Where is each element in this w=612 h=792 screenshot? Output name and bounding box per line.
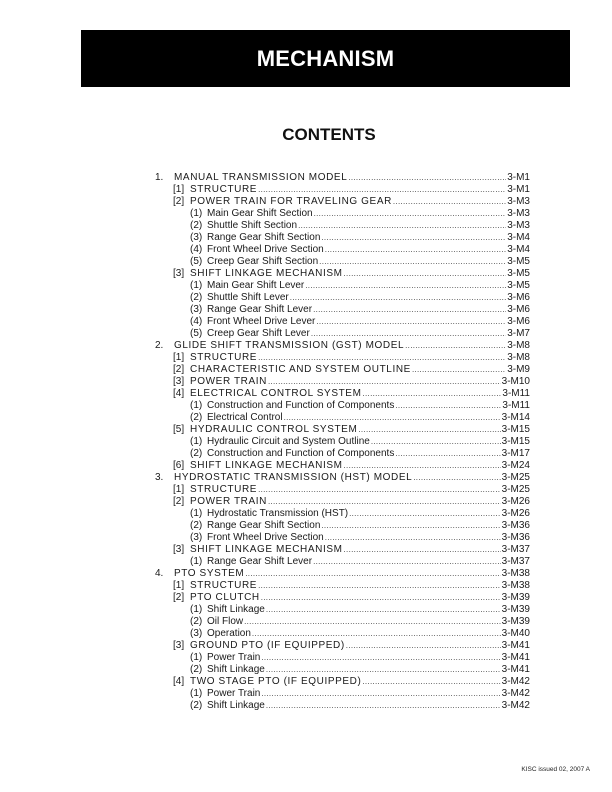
- toc-page-number[interactable]: 3-M7: [507, 328, 530, 339]
- toc-subsection-entry[interactable]: [155, 664, 530, 676]
- toc-subsection-entry[interactable]: [155, 448, 530, 460]
- dot-leader: [412, 364, 506, 376]
- toc-chapter-entry[interactable]: [155, 472, 530, 484]
- dot-leader: [266, 604, 501, 616]
- dot-leader: [261, 688, 500, 700]
- toc-entry-label[interactable]: CHARACTERISTIC AND SYSTEM OUTLINE: [190, 364, 411, 375]
- toc-entry-number: (1): [190, 688, 203, 699]
- toc-entry-number: [1]: [173, 352, 185, 363]
- dot-leader: [284, 412, 501, 424]
- toc-page-number[interactable]: 3-M26: [501, 508, 530, 519]
- section-banner: [81, 30, 570, 87]
- toc-entry-number: [4]: [173, 676, 185, 687]
- toc-entry-label[interactable]: Range Gear Shift Section: [207, 232, 321, 243]
- dot-leader: [371, 436, 501, 448]
- toc-entry-label[interactable]: STRUCTURE: [190, 184, 258, 195]
- dot-leader: [319, 256, 506, 268]
- toc-subsection-entry[interactable]: [155, 244, 530, 256]
- toc-entry-label[interactable]: POWER TRAIN: [190, 496, 267, 507]
- toc-entry-label[interactable]: Range Gear Shift Lever: [207, 556, 313, 567]
- toc-entry-number: (2): [190, 616, 203, 627]
- toc-page-number[interactable]: 3-M37: [501, 556, 530, 567]
- dot-leader: [305, 280, 506, 292]
- dot-leader: [405, 340, 506, 352]
- toc-page-number[interactable]: 3-M3: [507, 196, 530, 207]
- toc-entry-number: (4): [190, 316, 203, 327]
- toc-section-entry[interactable]: [155, 376, 530, 388]
- toc-entry-number: (3): [190, 304, 203, 315]
- toc-entry-label[interactable]: Range Gear Shift Section: [207, 520, 321, 531]
- toc-page-number[interactable]: 3-M6: [507, 292, 530, 303]
- toc-entry-number: [6]: [173, 460, 185, 471]
- toc-entry-number: 4.: [155, 568, 164, 579]
- toc-page-number[interactable]: 3-M42: [501, 688, 530, 699]
- toc-page-number[interactable]: 3-M3: [507, 208, 530, 219]
- toc-entry-label[interactable]: PTO SYSTEM: [174, 568, 245, 579]
- toc-entry-label[interactable]: Shuttle Shift Lever: [207, 292, 289, 303]
- toc-entry-label[interactable]: HYDRAULIC CONTROL SYSTEM: [190, 424, 358, 435]
- toc-entry-label[interactable]: Front Wheel Drive Section: [207, 532, 324, 543]
- toc-page-number[interactable]: 3-M6: [507, 316, 530, 327]
- toc-entry-label[interactable]: Creep Gear Shift Lever: [207, 328, 310, 339]
- toc-subsection-entry[interactable]: [155, 532, 530, 544]
- toc-entry-number: (1): [190, 436, 203, 447]
- dot-leader: [395, 448, 500, 460]
- toc-entry-label[interactable]: Main Gear Shift Section: [207, 208, 313, 219]
- toc-subsection-entry[interactable]: [155, 220, 530, 232]
- dot-leader: [316, 316, 506, 328]
- toc-page-number[interactable]: 3-M14: [501, 412, 530, 423]
- toc-entry-label[interactable]: Oil Flow: [207, 616, 244, 627]
- toc-subsection-entry[interactable]: [155, 328, 530, 340]
- toc-page-number[interactable]: 3-M10: [501, 376, 530, 387]
- dot-leader: [311, 328, 506, 340]
- toc-entry-label[interactable]: STRUCTURE: [190, 580, 258, 591]
- dot-leader: [258, 484, 501, 496]
- toc-subsection-entry[interactable]: [155, 256, 530, 268]
- toc-entry-label[interactable]: GROUND PTO (IF EQUIPPED): [190, 640, 345, 651]
- toc-page-number[interactable]: 3-M6: [507, 304, 530, 315]
- dot-leader: [362, 676, 500, 688]
- toc-page-number[interactable]: 3-M8: [507, 352, 530, 363]
- dot-leader: [348, 172, 506, 184]
- dot-leader: [244, 616, 501, 628]
- toc-page-number[interactable]: 3-M4: [507, 232, 530, 243]
- dot-leader: [344, 460, 501, 472]
- dot-leader: [344, 268, 507, 280]
- toc-entry-number: (2): [190, 220, 203, 231]
- toc-entry-label[interactable]: Operation: [207, 628, 251, 639]
- toc-subsection-entry[interactable]: [155, 652, 530, 664]
- issue-footer: KISC issued 02, 2007 A: [521, 766, 590, 773]
- toc-subsection-entry[interactable]: [155, 232, 530, 244]
- toc-section-entry[interactable]: [155, 196, 530, 208]
- toc-entry-number: [3]: [173, 376, 185, 387]
- toc-subsection-entry[interactable]: [155, 628, 530, 640]
- toc-entry-number: (2): [190, 448, 203, 459]
- toc-entry-number: [2]: [173, 592, 185, 603]
- toc-entry-number: (1): [190, 604, 203, 615]
- toc-entry-number: (1): [190, 280, 203, 291]
- toc-section-entry[interactable]: [155, 580, 530, 592]
- toc-page-number[interactable]: 3-M39: [501, 616, 530, 627]
- toc-entry-label[interactable]: STRUCTURE: [190, 352, 258, 363]
- toc-entry-number: (3): [190, 232, 203, 243]
- toc-entry-number: (2): [190, 700, 203, 711]
- dot-leader: [325, 244, 506, 256]
- toc-subsection-entry[interactable]: [155, 208, 530, 220]
- toc-entry-label[interactable]: Construction and Function of Components: [207, 400, 395, 411]
- toc-page-number[interactable]: 3-M36: [501, 532, 530, 543]
- toc-entry-number: [2]: [173, 496, 185, 507]
- toc-page-number[interactable]: 3-M5: [507, 280, 530, 291]
- dot-leader: [290, 292, 506, 304]
- dot-leader: [395, 400, 501, 412]
- toc-section-entry[interactable]: [155, 184, 530, 196]
- toc-entry-number: (1): [190, 652, 203, 663]
- toc-page-number[interactable]: 3-M11: [502, 388, 530, 399]
- toc-subsection-entry[interactable]: [155, 280, 530, 292]
- dot-leader: [268, 496, 501, 508]
- dot-leader: [321, 232, 506, 244]
- toc-entry-number: (1): [190, 208, 203, 219]
- dot-leader: [261, 652, 500, 664]
- toc-entry-number: (2): [190, 664, 203, 675]
- dot-leader: [268, 376, 501, 388]
- toc-page-number[interactable]: 3-M38: [501, 568, 530, 579]
- toc-page-number[interactable]: 3-M8: [507, 340, 530, 351]
- toc-entry-label[interactable]: Shift Linkage: [207, 700, 265, 711]
- toc-entry-number: [1]: [173, 484, 185, 495]
- toc-entry-label[interactable]: STRUCTURE: [190, 484, 258, 495]
- toc-page-number[interactable]: 3-M41: [501, 652, 530, 663]
- toc-entry-number: [1]: [173, 184, 185, 195]
- toc-section-entry[interactable]: [155, 496, 530, 508]
- toc-page-number[interactable]: 3-M25: [501, 472, 530, 483]
- toc-entry-label[interactable]: Hydrostatic Transmission (HST): [207, 508, 349, 519]
- toc-entry-number: (1): [190, 400, 203, 411]
- toc-page-number[interactable]: 3-M5: [507, 268, 530, 279]
- toc-page-number[interactable]: 3-M41: [501, 640, 530, 651]
- toc-entry-number: 2.: [155, 340, 164, 351]
- toc-page-number[interactable]: 3-M11: [502, 400, 530, 411]
- toc-entry-label[interactable]: Range Gear Shift Lever: [207, 304, 313, 315]
- toc-page-number[interactable]: 3-M25: [501, 484, 530, 495]
- dot-leader: [349, 508, 501, 520]
- dot-leader: [313, 556, 501, 568]
- toc-page-number[interactable]: 3-M15: [501, 424, 530, 435]
- toc-subsection-entry[interactable]: [155, 400, 530, 412]
- dot-leader: [245, 568, 500, 580]
- dot-leader: [346, 640, 501, 652]
- toc-entry-number: (2): [190, 412, 203, 423]
- toc-entry-number: (5): [190, 256, 203, 267]
- toc-entry-number: [2]: [173, 364, 185, 375]
- toc-section-entry[interactable]: [155, 676, 530, 688]
- toc-entry-label[interactable]: Hydraulic Circuit and System Outline: [207, 436, 370, 447]
- dot-leader: [413, 472, 500, 484]
- dot-leader: [325, 532, 501, 544]
- toc-entry-label[interactable]: Construction and Function of Components: [207, 448, 395, 459]
- toc-page-number[interactable]: 3-M42: [501, 700, 530, 711]
- toc-entry-number: [2]: [173, 196, 185, 207]
- toc-subsection-entry[interactable]: [155, 304, 530, 316]
- toc-entry-number: (2): [190, 520, 203, 531]
- toc-subsection-entry[interactable]: [155, 508, 530, 520]
- toc-chapter-entry[interactable]: [155, 568, 530, 580]
- toc-page-number[interactable]: 3-M4: [507, 244, 530, 255]
- toc-entry-number: [3]: [173, 640, 185, 651]
- toc-page-number[interactable]: 3-M39: [501, 604, 530, 615]
- toc-entry-number: [1]: [173, 580, 185, 591]
- toc-entry-label[interactable]: Front Wheel Drive Lever: [207, 316, 316, 327]
- toc-section-entry[interactable]: [155, 352, 530, 364]
- toc-entry-label[interactable]: POWER TRAIN FOR TRAVELING GEAR: [190, 196, 392, 207]
- contents-heading: CONTENTS: [282, 125, 376, 144]
- dot-leader: [344, 544, 501, 556]
- section-title: MECHANISM: [256, 45, 395, 71]
- toc-section-entry[interactable]: [155, 640, 530, 652]
- toc-entry-label[interactable]: Creep Gear Shift Section: [207, 256, 319, 267]
- toc-page-number[interactable]: 3-M36: [501, 520, 530, 531]
- dot-leader: [358, 424, 500, 436]
- toc-page-number[interactable]: 3-M1: [507, 184, 530, 195]
- toc-entry-number: (4): [190, 244, 203, 255]
- toc-subsection-entry[interactable]: [155, 292, 530, 304]
- toc-subsection-entry[interactable]: [155, 604, 530, 616]
- toc-entry-label[interactable]: ELECTRICAL CONTROL SYSTEM: [190, 388, 362, 399]
- toc-entry-number: (5): [190, 328, 203, 339]
- toc-entry-label[interactable]: Front Wheel Drive Section: [207, 244, 324, 255]
- toc-entry-number: (2): [190, 292, 203, 303]
- toc-entry-label[interactable]: Power Train: [207, 652, 261, 663]
- toc-entry-label[interactable]: Shift Linkage: [207, 604, 265, 615]
- dot-leader: [313, 304, 506, 316]
- toc-entry-label[interactable]: Shuttle Shift Section: [207, 220, 298, 231]
- toc-page-number[interactable]: 3-M42: [501, 676, 530, 687]
- toc-section-entry[interactable]: [155, 460, 530, 472]
- toc-page-number[interactable]: 3-M37: [501, 544, 530, 555]
- toc-chapter-entry[interactable]: [155, 340, 530, 352]
- toc-entry-label[interactable]: MANUAL TRANSMISSION MODEL: [174, 172, 348, 183]
- toc-entry-label[interactable]: Main Gear Shift Lever: [207, 280, 305, 291]
- toc-page-number[interactable]: 3-M9: [507, 364, 530, 375]
- toc-entry-label[interactable]: PTO CLUTCH: [190, 592, 260, 603]
- dot-leader: [363, 388, 502, 400]
- toc-subsection-entry[interactable]: [155, 700, 530, 712]
- toc-subsection-entry[interactable]: [155, 616, 530, 628]
- dot-leader: [252, 628, 501, 640]
- toc-page-number[interactable]: 3-M15: [501, 436, 530, 447]
- toc-page-number[interactable]: 3-M39: [501, 592, 530, 603]
- toc-chapter-entry[interactable]: [155, 172, 530, 184]
- dot-leader: [266, 700, 501, 712]
- toc-page-number[interactable]: 3-M17: [501, 448, 530, 459]
- toc-subsection-entry[interactable]: [155, 556, 530, 568]
- toc-page-number[interactable]: 3-M24: [501, 460, 530, 471]
- toc-page-number[interactable]: 3-M40: [501, 628, 530, 639]
- toc-entry-number: [4]: [173, 388, 185, 399]
- toc-entry-number: [3]: [173, 544, 185, 555]
- toc-entry-number: (1): [190, 508, 203, 519]
- toc-entry-number: (3): [190, 628, 203, 639]
- toc-entry-label[interactable]: Electrical Control: [207, 412, 283, 423]
- dot-leader: [258, 352, 506, 364]
- dot-leader: [321, 520, 500, 532]
- toc-entry-label[interactable]: TWO STAGE PTO (IF EQUIPPED): [190, 676, 362, 687]
- toc-subsection-entry[interactable]: [155, 316, 530, 328]
- toc-section-entry[interactable]: [155, 592, 530, 604]
- toc-page-number[interactable]: 3-M1: [507, 172, 530, 183]
- toc-section-entry[interactable]: [155, 364, 530, 376]
- toc-entry-label[interactable]: HYDROSTATIC TRANSMISSION (HST) MODEL: [174, 472, 413, 483]
- toc-section-entry[interactable]: [155, 484, 530, 496]
- toc-entry-number: (1): [190, 556, 203, 567]
- toc-page-number[interactable]: 3-M38: [501, 580, 530, 591]
- toc-entry-number: [5]: [173, 424, 185, 435]
- toc-section-entry[interactable]: [155, 424, 530, 436]
- dot-leader: [298, 220, 506, 232]
- toc-entry-label[interactable]: Power Train: [207, 688, 261, 699]
- toc-subsection-entry[interactable]: [155, 520, 530, 532]
- toc-entry-label[interactable]: SHIFT LINKAGE MECHANISM: [190, 460, 343, 471]
- dot-leader: [266, 664, 501, 676]
- toc-section-entry[interactable]: [155, 388, 530, 400]
- toc-section-entry[interactable]: [155, 544, 530, 556]
- toc-subsection-entry[interactable]: [155, 412, 530, 424]
- toc-page-number[interactable]: 3-M5: [507, 256, 530, 267]
- toc-page-number[interactable]: 3-M3: [507, 220, 530, 231]
- toc-entry-number: [3]: [173, 268, 185, 279]
- toc-entry-label[interactable]: SHIFT LINKAGE MECHANISM: [190, 544, 343, 555]
- toc-subsection-entry[interactable]: [155, 688, 530, 700]
- dot-leader: [393, 196, 506, 208]
- toc-entry-number: 3.: [155, 472, 164, 483]
- dot-leader: [261, 592, 501, 604]
- toc-entry-number: (3): [190, 532, 203, 543]
- toc-entry-number: 1.: [155, 172, 164, 183]
- dot-leader: [314, 208, 507, 220]
- toc-entry-label[interactable]: SHIFT LINKAGE MECHANISM: [190, 268, 343, 279]
- dot-leader: [258, 184, 506, 196]
- toc-entry-label[interactable]: Shift Linkage: [207, 664, 265, 675]
- toc-entry-label[interactable]: POWER TRAIN: [190, 376, 267, 387]
- dot-leader: [258, 580, 501, 592]
- toc-subsection-entry[interactable]: [155, 436, 530, 448]
- toc-entry-label[interactable]: GLIDE SHIFT TRANSMISSION (GST) MODEL: [174, 340, 405, 351]
- toc-section-entry[interactable]: [155, 268, 530, 280]
- table-of-contents: [155, 172, 530, 712]
- toc-page-number[interactable]: 3-M41: [501, 664, 530, 675]
- toc-page-number[interactable]: 3-M26: [501, 496, 530, 507]
